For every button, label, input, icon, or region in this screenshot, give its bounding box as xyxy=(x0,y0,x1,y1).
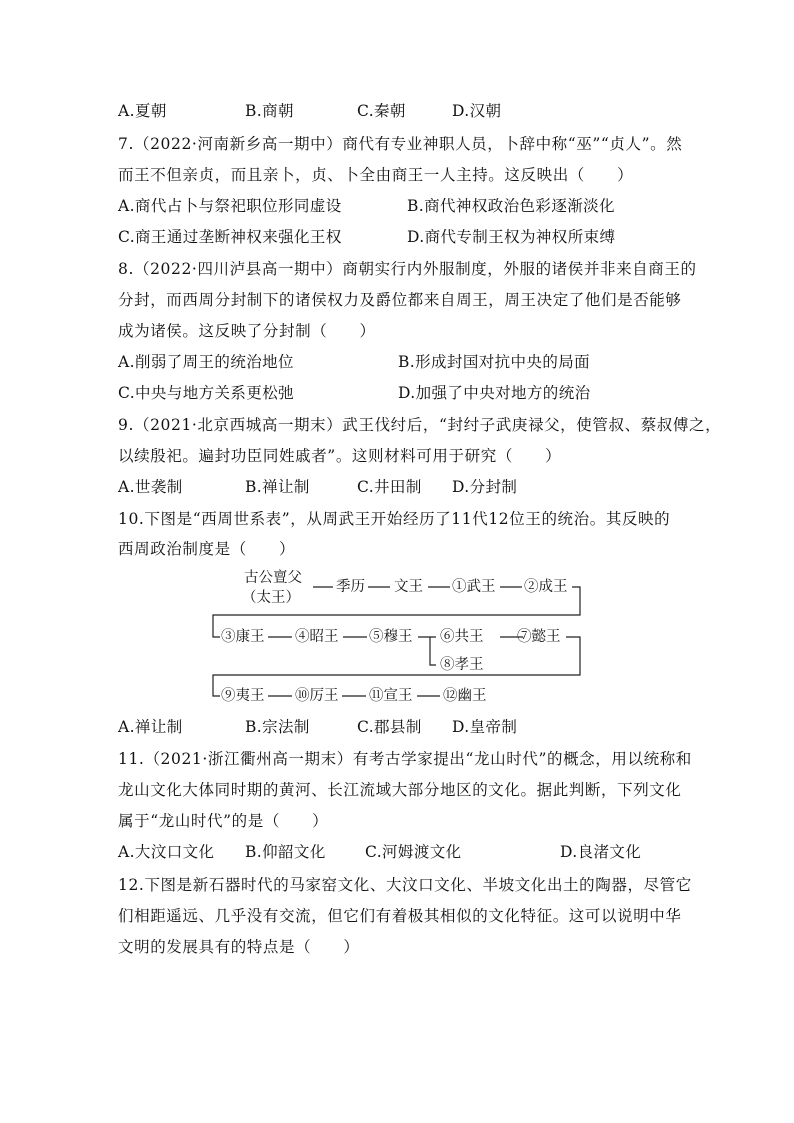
q10-option-d: D.皇帝制 xyxy=(452,718,518,736)
q11-stem-line-3: 属于“龙山时代”的是（ ） xyxy=(118,812,329,830)
node-youwang: ⑫幽王 xyxy=(443,688,487,704)
q8-stem-line-1: 8.（2022·四川泸县高一期中）商朝实行内外服制度，外服的诸侯并非来自商王的 xyxy=(118,260,697,278)
q11-option-c: C.河姆渡文化 xyxy=(365,843,462,861)
q11-stem-line-2: 龙山文化大体同时期的黄河、长江流域大部分地区的文化。据此判断，下列文化 xyxy=(118,781,682,799)
node-kangwang: ③康王 xyxy=(221,629,265,645)
q9-option-b: B.禅让制 xyxy=(245,478,310,496)
q8-stem-line-3: 成为诸侯。这反映了分封制（ ） xyxy=(118,322,376,340)
q8-option-a: A.削弱了周王的统治地位 xyxy=(118,353,294,371)
q6-option-d: D.汉朝 xyxy=(452,102,502,120)
q8-option-c: C.中央与地方关系更松弛 xyxy=(118,384,295,402)
node-wenwang: 文王 xyxy=(394,579,423,595)
node-liwang: ⑩厉王 xyxy=(295,688,339,704)
node-gongwang: ⑥共王 xyxy=(440,629,484,645)
q11-option-a: A.大汶口文化 xyxy=(118,843,215,861)
q12-stem-line-1: 12.下图是新石器时代的马家窑文化、大汶口文化、半坡文化出土的陶器，尽管它 xyxy=(118,876,692,894)
node-yiwang: ⑨夷王 xyxy=(221,688,265,704)
q8-option-d: D.加强了中央对地方的统治 xyxy=(398,384,591,402)
q8-option-b: B.形成封国对抗中央的局面 xyxy=(398,353,591,371)
q6-option-a: A.夏朝 xyxy=(118,102,167,120)
q9-stem-line-2: 以续殷祀。遍封功臣同姓戚者”。这则材料可用于研究（ ） xyxy=(118,447,562,465)
q12-stem-line-2: 们相距遥远、几乎没有交流，但它们有着极其相似的文化特征。这可以说明中华 xyxy=(118,907,682,925)
node-chengwang: ②成王 xyxy=(524,579,568,595)
q7-option-a: A.商代占卜与祭祀职位形同虚设 xyxy=(118,197,342,215)
q9-option-c: C.井田制 xyxy=(357,478,422,496)
node-yiwang-yi: ⑦懿王 xyxy=(517,629,561,645)
q8-stem-line-2: 分封，而西周分封制下的诸侯权力及爵位都来自周王，周王决定了他们是否能够 xyxy=(118,291,682,309)
node-xiaowang: ⑧孝王 xyxy=(440,657,484,673)
node-muwang: ⑤穆王 xyxy=(369,629,413,645)
q9-option-d: D.分封制 xyxy=(452,478,518,496)
q11-option-d: D.良渚文化 xyxy=(560,843,642,861)
q11-option-b: B.仰韶文化 xyxy=(245,843,326,861)
node-ancestor: 古公亶父 xyxy=(244,570,302,586)
q10-option-c: C.郡县制 xyxy=(357,718,422,736)
q7-stem-line-1: 7.（2022·河南新乡高一期中）商代有专业神职人员，卜辞中称“巫”“贞人”。然 xyxy=(118,135,683,153)
q7-option-c: C.商王通过垄断神权来强化王权 xyxy=(118,228,342,246)
q6-option-b: B.商朝 xyxy=(245,102,294,120)
node-jili: 季历 xyxy=(336,579,365,595)
q7-stem-line-2: 而王不但亲贞，而且亲卜，贞、卜全由商王一人主持。这反映出（ ） xyxy=(118,166,634,184)
q10-option-a: A.禅让制 xyxy=(118,718,183,736)
node-xuanwang: ⑪宣王 xyxy=(369,688,413,704)
q10-stem-line-1: 10.下图是“西周世系表”，从周武王开始经历了11代12位王的统治。其反映的 xyxy=(118,510,671,528)
q9-option-a: A.世袭制 xyxy=(118,478,183,496)
q12-stem-line-3: 文明的发展具有的特点是（ ） xyxy=(118,938,360,956)
q9-stem-line-1: 9.（2021·北京西城高一期末）武王伐纣后，“封纣子武庚禄父，使管叔、蔡叔傅之， xyxy=(118,416,722,434)
q6-option-c: C.秦朝 xyxy=(357,102,406,120)
q7-option-b: B.商代神权政治色彩逐渐淡化 xyxy=(407,197,615,215)
node-wuwang: ①武王 xyxy=(452,579,496,595)
q11-stem-line-1: 11.（2021·浙江衢州高一期末）有考古学家提出“龙山时代”的概念，用以统称和 xyxy=(118,750,692,768)
q10-stem-line-2: 西周政治制度是（ ） xyxy=(118,540,296,558)
q7-option-d: D.商代专制王权为神权所束缚 xyxy=(407,228,616,246)
node-ancestor-note: （太王） xyxy=(242,590,300,606)
node-zhaowang: ④昭王 xyxy=(295,629,339,645)
q10-option-b: B.宗法制 xyxy=(245,718,310,736)
